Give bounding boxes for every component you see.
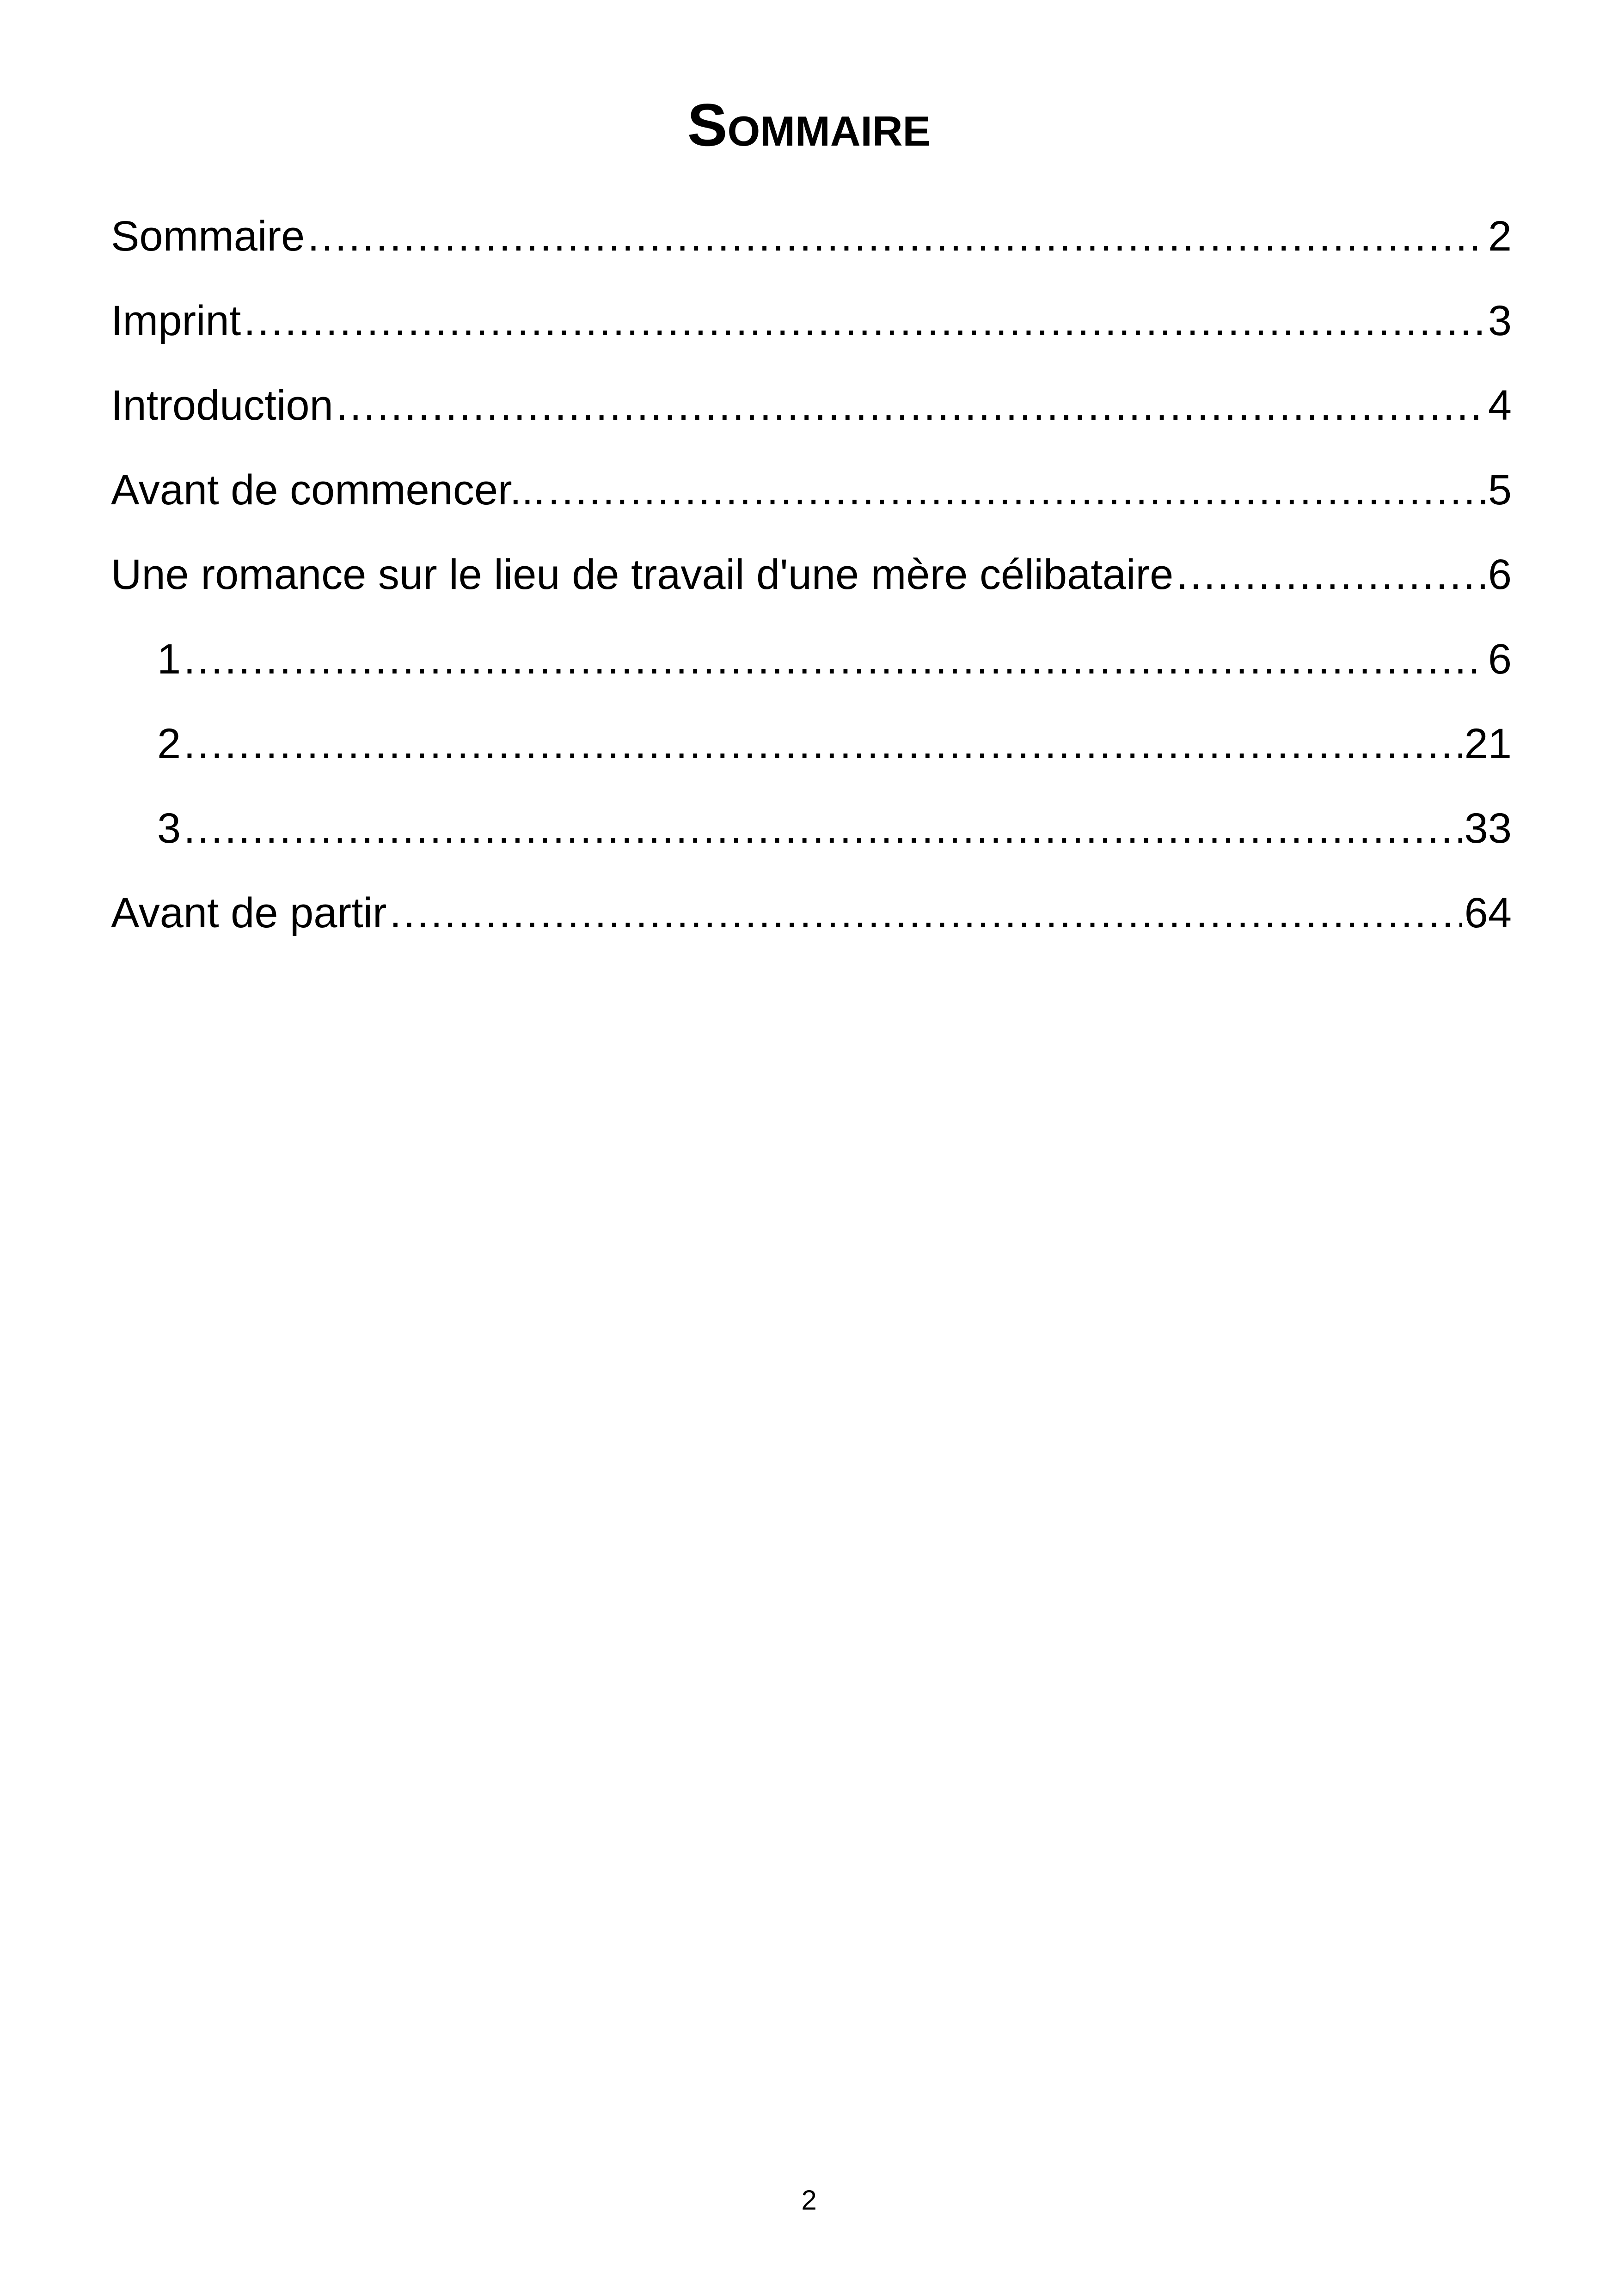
toc-entry-avant-de-partir[interactable] — [111, 871, 1512, 955]
toc-entry-introduction[interactable] — [111, 363, 1512, 448]
toc-entry-une-romance[interactable] — [111, 533, 1512, 617]
toc-dot-leader — [548, 448, 1485, 533]
toc-entry-label: Avant de commencer... — [111, 466, 545, 514]
toc-dot-leader — [184, 617, 1485, 702]
toc-entry-label: Avant de partir — [111, 889, 387, 937]
toc-dot-leader — [184, 786, 1461, 871]
toc-entry-chapter-3[interactable] — [111, 786, 1512, 871]
toc-entry-page: 6 — [1488, 551, 1512, 598]
toc-entry-label: 3 — [157, 805, 181, 852]
toc-entry-label: Sommaire — [111, 213, 305, 260]
toc-dot-leader — [307, 194, 1485, 279]
toc-entry-chapter-1[interactable] — [111, 617, 1512, 702]
toc-entry-label: 1 — [157, 636, 181, 683]
toc-entry-page: 21 — [1464, 720, 1512, 767]
toc-dot-leader — [390, 871, 1462, 955]
toc-entry-label: Une romance sur le lieu de travail d'une mère célibataire — [111, 551, 1174, 598]
toc-entry-chapter-2[interactable] — [111, 702, 1512, 786]
page-title: Sommaire — [687, 91, 931, 159]
toc-entry-label: Introduction — [111, 382, 333, 429]
toc-entry-page: 64 — [1464, 889, 1512, 937]
toc-entry-page: 4 — [1488, 382, 1512, 429]
toc-entry-page: 3 — [1488, 297, 1512, 344]
toc-entry-page: 33 — [1464, 805, 1512, 852]
toc-entry-page: 6 — [1488, 636, 1512, 683]
table-of-contents — [111, 194, 1512, 955]
toc-entry-imprint[interactable] — [111, 279, 1512, 363]
toc-dot-leader — [336, 363, 1485, 448]
toc-entry-page: 2 — [1488, 213, 1512, 260]
footer-page-number: 2 — [801, 2185, 817, 2216]
toc-dot-leader — [1176, 533, 1485, 617]
toc-dot-leader — [244, 279, 1485, 363]
toc-dot-leader — [184, 702, 1461, 786]
toc-entry-sommaire[interactable] — [111, 194, 1512, 279]
toc-entry-avant-de-commencer[interactable] — [111, 448, 1512, 533]
toc-entry-label: Imprint — [111, 297, 241, 344]
toc-entry-label: 2 — [157, 720, 181, 767]
toc-entry-page: 5 — [1488, 466, 1512, 514]
